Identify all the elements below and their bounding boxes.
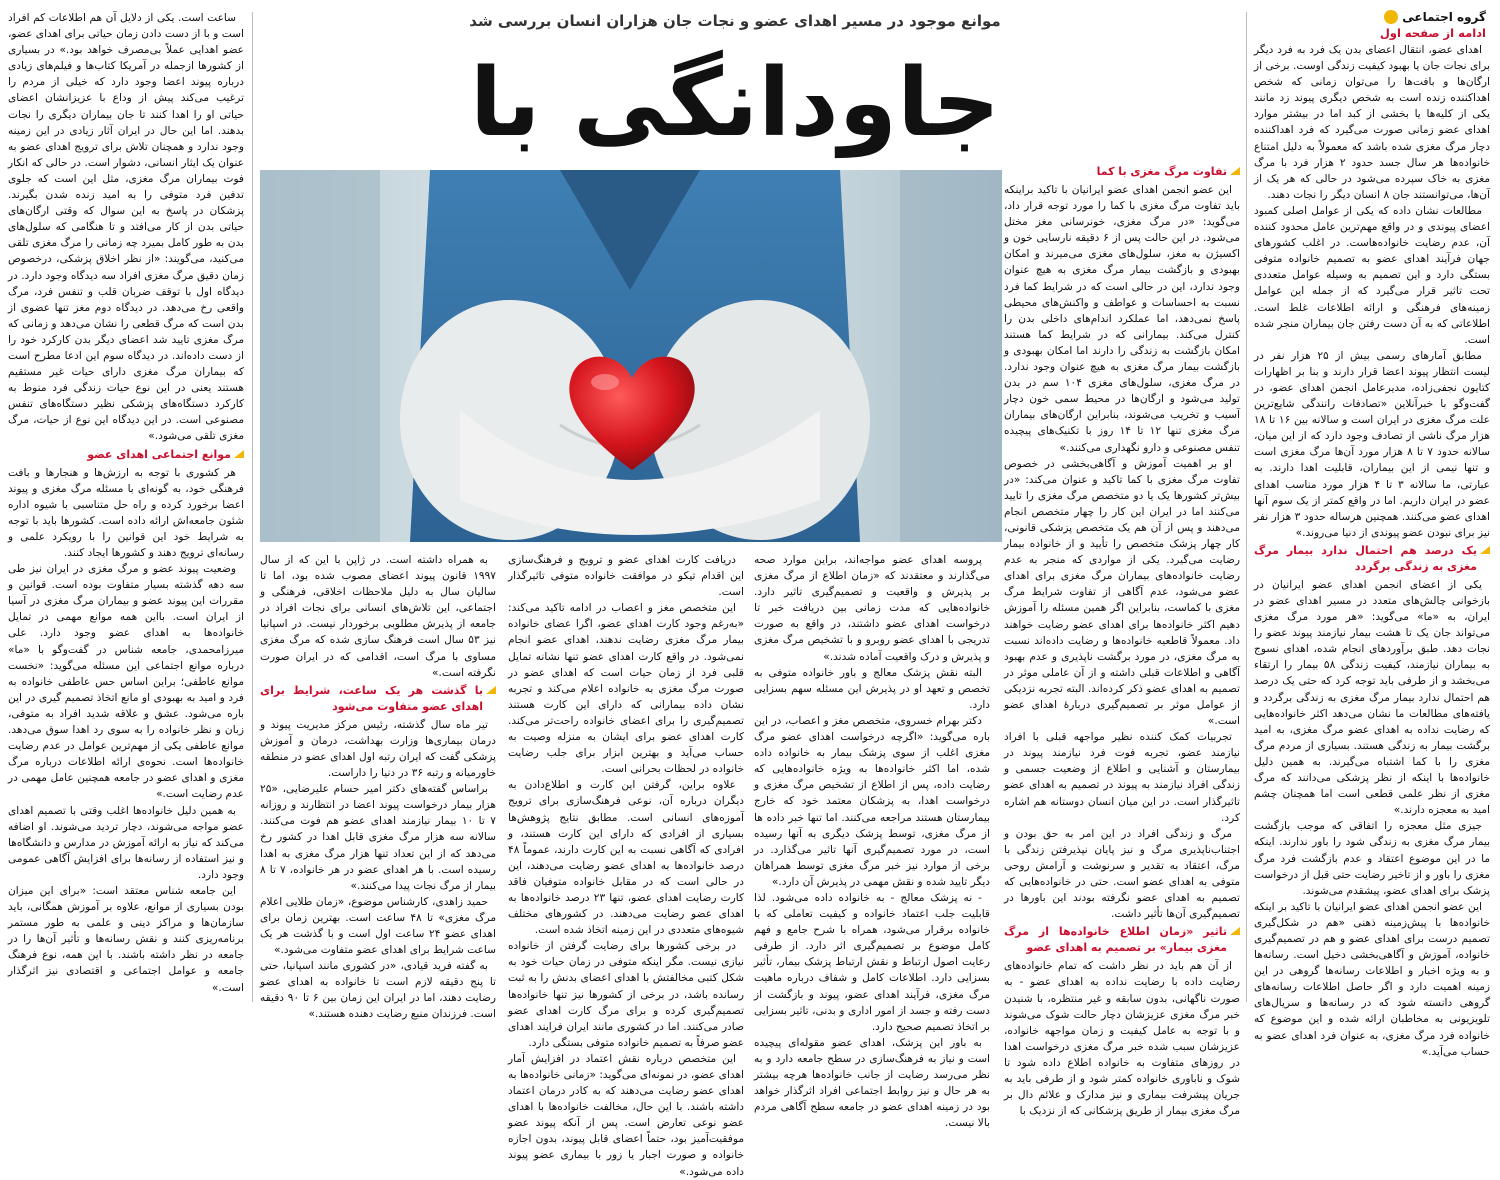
col3-paragraph: به باور این پزشک، اهدای عضو مقوله‌ای پیچیده است و نیاز به فرهنگ‌سازی در سطح جامعه دارد و به نظر می‌رسد رضایت از جانب خانواده‌ها هرچه بیشتر به هر حال و نیز روابط اجتماعی افراد اثرگذار خواهد بود در زمینه اهدای عضو در جامعه سطح آگاهی مردم بالا نیست. (754, 1036, 990, 1130)
column-3 (754, 552, 990, 1130)
section-marker-icon (1230, 167, 1240, 175)
col5-subheading: با گذشت هر یک ساعت، شرایط برای اهدای عضو متفاوت می‌شود (260, 683, 496, 715)
col3-paragraph: - نه پزشک معالج - به خانواده داده می‌شود. لذا قابلیت جلب اعتماد خانواده و کیفیت تعاملی که با خانواده برقرار می‌شود، همراه با شرح جامع و فهم کامل موضوع بر تصمیم‌گیری اثر دارد. از طرفی رعایت اصول ارتباط و نقش ارتباط پزشک بیمار، تأثیر بسزایی دارد. اطلاعات کامل و شفاف درباره ماهیت مرگ مغزی، فرآیند اهدای عضو، پیوند و بازگشت از دست رفته و جسد از امور اداری و بدنی، تاثیر بسزایی بر اتخاذ تصمیم صحیح دارد. (754, 891, 990, 1033)
col5-paragraph: تیر ماه سال گذشته، رئیس مرکز مدیریت پیوند و درمان بیماری‌ها وزارت بهداشت، درمان و آموزش پزشکی گفت که ایران رتبه اول اهدای عضو در منطقه خاورمیانه و رتبه ۳۶ در دنیا را داراست. (260, 718, 496, 780)
article-kicker: موانع موجود در مسیر اهدای عضو و نجات جان هزاران انسان بررسی شد (469, 12, 1001, 30)
article-headline: جاودانگی با (469, 49, 1001, 158)
section-tag (1384, 10, 1486, 24)
col4-paragraph: این متخصص مغز و اعصاب در ادامه تاکید می‌کند: «به‌رغم وجود کارت اهدای عضو، اگرا عضای خانواده بیمار مرگ مغزی رضایت ندهند، اهدای عضو انجام نمی‌شود. در واقع کارت اهدای عضو تنها نشانه تمایل قلبی فرد از زمان حیات است که اهدای عضو در صورت مرگ مغزی به خانواده اعلام می‌کند و تجربه نشان داده بیمارانی که دارای این کارت هستند تصمیم‌گیری را برای اعضای خانواده راحت‌تر می‌کند. کارت اهدای عضو برای ایشان به منزله وصیت به حساب می‌آید و بهترین ابزار برای جلب رضایت خانواده در لحظات بحرانی است. (508, 602, 744, 776)
col4-paragraph: این متخصص درباره نقش اعتماد در افزایش آمار اهدای عضو، در نمونه‌ای می‌گوید: «زمانی خانواده‌ها به اهدای عضو رضایت می‌دهند که به کادر درمان اعتماد داشته باشند. با این حال، مخالفت خانواده‌ها با اهدای عضو نوعی تعارض است. پس از آنکه پیوند عضو موفقیت‌آمیز بود، حتماً اعضای قابل پیوند، بدون اجازه خانواده و صورت اجبار یا زور با بیماری عضو پیوند داده می‌شود.» (508, 1052, 744, 1178)
section-marker-icon (1230, 927, 1240, 935)
col6-subheading: موانع اجتماعی اهدای عضو (8, 447, 244, 463)
column-4 (508, 552, 745, 1178)
section-label: گروه اجتماعی (1402, 10, 1486, 24)
col1-paragraph: یکی از اعضای انجمن اهدای عضو ایرانیان در بازخوانی چالش‌های متعدد در مسیر اهدای عضو در ایران، به «ما» می‌گوید: «هر مورد مرگ مغزی می‌تواند جان یک تا هشت بیمار نیازمند پیوند عضو را نجات دهد. طبق برآوردهای انجام شده، اهدای نسوج به بیماران نیازمند، کیفیت زندگی ۵۸ بیمار را ارتقاء می‌بخشد و از طرفی باید توجه کرد که حتی یک درصد هم احتمال ندارد بیمار مرگ مغزی به زندگی برگردد و یافته‌های مطالعات ما نشان می‌دهد اکثر خانواده‌هایی که رضایت نداده به اهدای عضو مرگ مغزی، به امید برگشت بیمار به زندگی هستند. بسیاری از مردم مرگ مغزی را با کما اشتباه می‌گیرند. به همین دلیل خانواده‌ها با اینکه از نظر پزشکی می‌دانند که مرگ مغزی از نظر علمی قطعی است اما همچنان چشم امید به معجزه دارند.» (1254, 578, 1490, 817)
continued-note: ادامه از صفحه اول (1379, 26, 1486, 40)
col2-paragraph: از آن هم باید در نظر داشت که تمام خانواده‌های رضایت داده با رضایت نداده به اهدای عضو - به صورت ناگهانی، بدون سابقه و غیر منتظره، با شنیدن خبر مرگ مغزی عزیزشان دچار حالت شوک می‌شوند و با توجه به عامل کیفیت و زمان مواجهه خانواده، عزیزشان سبب شده خبر مرگ مغزی درخواست اهدا در روزهای متفاوت به خانواده اطلاع داده شود تا شوک و ناباوری خانواده کمتر شود و از طرفی باید به جریان پیشرفت بیماری و نیز مدارک و علائم دال بر مرگ مغزی بیمار از طریق پزشکانی که از نزدیک با (1004, 960, 1240, 1118)
col5-paragraph: براساس گفته‌های دکتر امیر حسام علیرضایی، «۲۵ هزار بیمار درخواست پیوند اعضا در انتظارند و روزانه ۷ تا ۱۰ بیمار نیازمند اهدای عضو هم فوت می‌کنند. سالانه سه هزار مرگ مغزی قابل اهدا در کشور رخ می‌دهد که از این تعداد تنها هزار مرگ مغزی به اهدا رسیده است. با هر اهدای عضو در هر خانواده، ۷ تا ۸ بیمار از مرگ نجات پیدا می‌کنند.» (260, 783, 496, 892)
col5-paragraph: حمید زاهدی، کارشناس موضوع، «زمان طلایی اعلام مرگ مغزی» تا ۴۸ ساعت است. بهترین زمان برای اهدای عضو ۲۴ ساعت اول است و با گذشت هر یک ساعت شرایط برای اهدای عضو متفاوت می‌شود.» (260, 895, 497, 957)
col3-paragraph: دکتر بهرام خسروی، متخصص مغز و اعصاب، در این باره می‌گوید: «اگرچه درخواست اهدای عضو مرگ مغزی اغلب از سوی پزشک بیمار به خانواده داده شده، اما اکثر خانواده‌ها به ویژه خانواده‌هایی که رضایت داده، پس از اطلاع از تشخیص مرگ مغزی و درخواست اهدا، به پزشکان معتمد خود که خارج بیمارستان هستند مراجعه می‌کنند. اما تنها خبر داده ها از مرگ مغزی، توسط پزشک دیگری به آنها رسیده است، در مورد تصمیم‌گیری آنها تاثیر می‌گذارد. در برخی از موارد نیز خبر مرگ مغزی توسط همراهان دیگر تایید شده و نقش مهمی در پذیرش آن دارد.» (754, 714, 990, 888)
col1-paragraph: مطابق آمارهای رسمی بیش از ۲۵ هزار نفر در لیست انتظار پیوند اعضا قرار دارند و بنا بر اظهارات کتایون نجفی‌زاده، مدیرعامل انجمن اهدای عضو، در گفت‌وگو با خبرآنلاین «تصادفات رانندگی شایع‌ترین علت مرگ مغزی در ایران است و سالانه بین ۱۶ تا ۱۸ هزار مرگ ناشی از تصادف وجود دارد که از این میان، سالانه حدود ۷ تا ۸ هزار مورد آن‌ها مرگ مغزی است و تنها نیمی از این بیماران، قابلیت اهدا دارند. به عبارتی، ما سالانه ۳ تا ۴ هزار مورد مناسب اهدای عضو در ایران داریم. اما در واقع کمتر از یک سوم آنها اهدای عضو می‌کنند. همچنین هرساله حدود ۳ هزار نفر نیز برای نبودن عضو پیوندی از دنیا می‌روند.» (1254, 349, 1490, 539)
column-5 (260, 552, 497, 1021)
hands-heart-illustration (260, 170, 1002, 542)
col6-paragraph: این جامعه شناس معتقد است: «برای این میزان بودن بسیاری از موانع، علاوه بر آموزش همگانی، باید سازمان‌ها و مراکز دینی و علمی به طور مستمر برنامه‌ریزی کنند و نقش رسانه‌ها و تأثیر آن‌ها را در جامعه در نظر داشته باشند. با این همه، نوع فرهنگ جامعه و عوامل اجتماعی و اقتصادی نیز اثرگذار است.» (8, 884, 244, 994)
col1-subheading: یک درصد هم احتمال ندارد بیمار مرگ مغزی به زندگی برگردد (1254, 543, 1490, 575)
article-photo (260, 170, 1002, 542)
col1-paragraph: جیزی مثل معجزه را اتفاقی که موجب بازگشت بیمار مرگ مغزی به زندگی شود را باور ندارند. اینکه ما در این موضوع اعتقاد و عدم بازگشت فرد مرگ مغزی را باور و از تاخیر رضایت حتی قبل از درخواست پزشک برای اهدای عضو، پیشقدم می‌شوند. (1254, 820, 1490, 897)
col1-paragraph: اهدای عضو، انتقال اعضای بدن یک فرد به فرد دیگر برای نجات جان یا بهبود کیفیت زندگی اوست. برخی از ارگان‌ها و بافت‌ها را می‌توان زمانی که شخص اهداکننده زنده است به شخص دیگری پیوند زد مانند یکی از کلیه‌ها یا بخشی از کبد اما در بیشتر موارد اهدای عضو زمانی صورت می‌گیرد که فرد اهداکننده دچار مرگ مغزی شده باشد که معمولاً به دلیل امتناع خانواده‌ها هر سال جسد حدود ۲ هزار فرد با مرگ مغزی به خاک سپرده می‌شود در حالی که هر یک از آن‌ها، می‌توانستند جان ۸ انسان دیگر را نجات دهند. (1254, 44, 1491, 201)
col5-paragraph: به گفته فرید قیادی، «در کشوری مانند اسپانیا، حتی تا پنج دقیقه لازم است تا خانواده به اهدای عضو رضایت دهند، اما در ایران این زمان بین ۶ تا ۹۰ دقیقه است. فرزندان منبع رضایت دهنده هستند.» (260, 960, 497, 1021)
col5-paragraph: به همراه داشته است. در ژاپن با این که از سال ۱۹۹۷ قانون پیوند اعضای مصوب شده بود، اما تا سالیان سال به دلیل ملاحظات اخلاقی، فرهنگی و اجتماعی، این تلاش‌های انسانی برای نجات افراد در جامعه از پذیرش مطلوبی برخوردار نیست. در اسپانیا نیز ۵۳ سال است فرهنگ سازی شده که مرگ مغزی مساوی با مرگ است، اقدامی که در ایران صورت نگرفته است.» (260, 554, 496, 679)
col4-paragraph: در برخی کشورها برای رضایت گرفتن از خانواده نیازی نیست. مگر اینکه متوفی در زمان حیات خود به شکل کتبی مخالفتش با اهدای اعضای بدنش را به ثبت رسانده باشد، در برخی از کشورها نیز تنها خانواده‌ها تصمیم‌گیری کرده و برای مرگ کارت اهدای عضو صادر می‌کنند. اما در کشوری مانند ایران فرایند اهدای عضو صرفاً به تصمیم خانواده متوفی بستگی دارد. (508, 940, 744, 1049)
col2-paragraph: این عضو انجمن اهدای عضو ایرانیان با تاکید براینکه باید تفاوت مرگ مغزی با کما را مورد توجه قرار داد، می‌گوید: «در مرگ مغزی، خونرسانی مغز مختل می‌شود. در این حالت پس از ۶ دقیقه نارسایی خون و اکسیژن به مغز، سلول‌های مغزی می‌میرند و امکان بهبودی و بازگشت بیمار مرگ مغزی به هیچ عنوان وجود ندارد، این در حالی است که در شرایط کما فرد نسبت به احساسات و عواطف و واکنش‌های محیطی پاسخ نمی‌دهد، اما عملکرد اندام‌های داخلی بدن را کنترل می‌کند. بیمارانی که در شرایط کما هستند امکان بازگشت به زندگی را دارند اما امکان بهبودی و بازگشت بیمار مرگ مغزی به هیچ عنوان وجود ندارد. در مرگ مغزی، سلول‌های مغزی ۱۰۴ سم در بدن تولید می‌شود و ارگان‌ها در محیط سمی خون دچار آسیب و تخریب می‌شوند، بنابراین ارگان‌های بیماران مرگ مغزی تنها ۱۲ تا ۱۴ روز با تکنیک‌های پیچیده تنفس مصنوعی و دارو نگهداری می‌کنند.» (1004, 184, 1240, 454)
column-divider (1246, 12, 1247, 1002)
col4-paragraph: دریافت کارت اهدای عضو و ترویج و فرهنگ‌سازی این اقدام تیکو در موافقت خانواده متوفی تاثیرگذار است. (508, 554, 744, 599)
section-marker-icon (1480, 546, 1490, 554)
column-1 (1254, 42, 1491, 1058)
col6-paragraph: به همین دلیل خانواده‌ها اغلب وقتی با تصمیم اهدای عضو مواجه می‌شوند، دچار تردید می‌شوند. او اضافه می‌کند که نیاز به ارائه آموزش در مدارس و دانشگاه‌ها و نیز استفاده از رسانه‌ها برای افزایش آگاهی عمومی وجود دارد. (8, 804, 244, 881)
col2-paragraph: او بر اهمیت آموزش و آگاهی‌بخشی در خصوص تفاوت مرگ مغزی با کما تاکید و عنوان می‌کند: «در بیش‌تر کشورها یک یا دو متخصص مرگ مغزی را تایید می‌کنند اما در ایران این کار را چهار متخصص انجام می‌دهند و پس از آن هم یک متخصص پزشکی قانونی، کار چهار پزشک متخصص را تأیید و از خانواده بیمار رضایت می‌گیرد. یکی از مواردی که منجر به عدم رضایت خانواده‌های بیماران مرگ مغزی برای اهدای عضو می‌شود، عدم آگاهی از تفاوت شرایط مرگ مغزی با کماست، بنابراین اگر همین مسئله را آموزش دهیم اکثر خانواده‌ها برای اهدای عضو رضایت خواهند داد. معمولاً قاطعیه خانواده‌ها و رضایت داده‌اند نسبت به مرگ مغزی، در مورد برگشت ناپذیری و عدم بهبود آگاهی و اطلاعات قبلی داشته و از آن عاملی موثر در تصمیم به اهدای عضو ذکر کرده‌اند. البته تجربه نزدیکی از عوامل موثر بر تصمیم‌گیری دربارهٔ اهدای عضو است.» (1004, 457, 1240, 728)
section-marker-icon (234, 450, 244, 458)
column-6 (8, 10, 244, 1002)
col6-paragraph: هر کشوری با توجه به ارزش‌ها و هنجارها و بافت فرهنگی خود، به گونه‌ای با مسئله مرگ مغزی و پیوند اعضا برخورد کرده و راه حل متناسبی با شیوه اداره شئون جامعه‌اش ارائه داده است. کشورها باید با توجه به شرایط خود این قوانین را با رویکرد علمی و رسانه‌ای ترویج دهند و کشورها ایجاد کنند. (8, 466, 244, 559)
column-2 (1004, 162, 1240, 1118)
col6-paragraph: وضعیت پیوند عضو و مرگ مغزی در ایران نیز طی سه دهه گذشته بسیار متفاوت بوده است. قوانین و مقررات این پیوند عضو و بیماران مرگ مغزی در آسیا از ایران است. بااین همه موانع مهمی در تمایل خانواده‌ها به اهدای عضو وجود دارد. علی میرزامحمدی، جامعه شناس در گفت‌وگو با «ما» درباره موانع اجتماعی این مسئله می‌گوید: «نخست موانع عاطفی؛ براین اساس حس عاطفی خانواده به فرد و امید به بهبودی او مانع اتخاذ تصمیم گیری در این باره می‌شود. عشق و علاقه شدید افراد به متوفی، زبان و نظر خانواده را به سوی رد اهدا سوق می‌دهد. موانع عاطفی یکی از مهم‌ترین عوامل در عدم رضایت خانواده‌ها است. نحوه‌ی ارائه اطلاعات درباره مرگ مغزی و اهدای عضو در جامعه همچنین عامل مهمی در عدم رضایت است.» (8, 563, 244, 801)
col1-paragraph: مطالعات نشان داده که یکی از عوامل اصلی کمبود اعضای پیوندی و در واقع مهم‌ترین عامل محدود کننده آن، عدم رضایت خانواده‌هاست. در اغلب کشورهای جهان فرآیند اهدای عضو به تصمیم خانواده متوفی بستگی دارد و این تصمیم به وسیله عوامل متعددی تحت تاثیر قرار می‌گیرد که از جمله این عوامل زمینه‌های فرهنگی و ارائه اطلاعات غلط است. اطلاعاتی که به آن دست رفتن جان بیماران منجر شده است. (1254, 204, 1490, 346)
column-divider (252, 12, 253, 1002)
col4-paragraph: علاوه براین، گرفتن این کارت و اطلاع‌دادن به دیگران درباره آن، نوعی فرهنگ‌سازی برای ترویج آموزه‌های انسانی است. مطابق نتایج پژوهش‌ها بسیاری از افرادی که دارای این کارت هستند، و افرادی که آگاهی نسبت به این کارت دارند، عموماً ۴۸ درصد خانواده‌ها به اهدای عضو رضایت می‌دهند، این در حالی است که در مقابل خانواده متوفیان فاقد کارت رضایت اهدای عضو، تنها ۲۳ درصد خانواده‌ها به اهدای عضو رضایت می‌دهند. در کشورهای مختلف شیوه‌های متعددی در این زمینه اتخاذ شده است. (508, 779, 745, 937)
col1-paragraph: این عضو انجمن اهدای عضو ایرانیان با تاکید بر اینکه خانواده‌ها با پیش‌زمینه ذهنی «هم در شکل‌گیری تصمیم درست برای اهدای عضو و هم در تصمیم‌گیری خانواده، آموزش و آگاهی‌بخشی دخیل است. رسانه‌ها و به ویژه اخبار و اطلاعات رسانه‌ها گروهی در این زمینه اهمیت دارد و اگر حاصل اطلاعات رسانه‌های گروهی دانسته شود که در رسانه‌ها و سریال‌های تلویزیونی به مخاطبان ارائه شده و این موضوع که خانواده فرد مرگ مغزی، به عنوان فرد اهدای عضو به حساب می‌آید.» (1254, 900, 1490, 1058)
section-marker-icon (486, 686, 496, 694)
col2-subheading: تاثیر «زمان اطلاع خانواده‌ها از مرگ مغزی بیمار» بر تصمیم به اهدای عضو (1004, 924, 1240, 956)
col2-subheading: تفاوت مرگ مغزی با کما (1004, 164, 1240, 180)
col3-paragraph: پروسه اهدای عضو مواجه‌اند، براین موارد صحه می‌گذارند و معتقدند که «زمان اطلاع از مرگ مغزی بر پذیرش و واقعیت و تصمیم‌گیری تاثیر دارد. خانواده‌هایی که مدت زمانی بین دریافت خبر تا درخواست اهدای عضو داشتند، در واقع به صورت تدریجی با اهدای عضو روبرو و با تشخیص مرگ مغزی و پذیرش و درک واقعیت آماده شدند.» (754, 554, 990, 663)
col2-paragraph: مرگ و زندگی افراد در این امر به حق بودن و اجتناب‌ناپذیری مرگ و نیز پایان نپذیرفتن زندگی با مرگ، اعتقاد به تقدیر و سرنوشت و آرامش روحی متوفی به اهدای عضو است. حتی در خانواده‌هایی که تصمیم به اهدای عضو نگرفته بودند این باورها در تصمیم‌گیری آن‌ها تأثیر داشت. (1004, 827, 1240, 921)
col6-paragraph: ساعت است. یکی از دلایل آن هم اطلاعات کم افراد است و با از دست دادن زمان حیاتی برای اهدای عضو، عضو اهدایی عملاً بی‌مصرف خواهد بود.» در بسیاری از کشورها ازجمله در آمریکا کتاب‌ها و فیلم‌های زیادی درباره پیوند اعضا وجود دارد که خیلی از مردم را ترغیب می‌کند پیش از وداع با عزیزانشان اعضای حیاتی او را اهدا کنند تا جان بیماران دیگری را نجات بدهند. اما این حال در ایران آثار زیادی در این زمینه وجود ندارد و همچنان تلاش برای ترویج اهدای عضو به عنوان یک ایثار انسانی، دشوار است. در حالی که انکار فوت بیماران مرگ مغزی، مثل این است که جلوی تدفین فرد متوفی را به امید زنده شدن بگیرند. پزشکان در پاسخ به این سوال که وقتی ارگان‌های حیاتی بدن از کار می‌افتد و تا هنگامی که سلول‌های بدن به طور کامل بمیرد چه زمانی را مرگ مغزی تلقی می‌کنید، می‌گویند: «از نظر اخلاق پزشکی، درخصوص زمان دقیق مرگ مغزی افراد سه دیدگاه وجود دارد. در دیدگاه اول با توقف ضربان قلب و تنفس فرد، مرگ واقعی رخ می‌دهد. در دیدگاه دوم مغز تنها عضوی از بدن است که مرگ قطعی را نشان می‌دهد و زمانی که مرگ مغزی تایید شد اعضای دیگر بدن کارکرد خود را از دست داده‌اند. در دیدگاه سوم این ادعا مطرح است که بیماران مرگ مغزی دارای حیات غیر مستقیم هستند یعنی در این نوع حیات زندگی فرد منوط به کارکرد دستگاه‌های پزشکی نظیر دستگاه‌های تنفس مصنوعی است. در این دیدگاه این نوع از حیات، مرگ مغزی تلقی می‌شود.» (8, 12, 244, 443)
col3-paragraph: البته نقش پزشک معالج و باور خانواده متوفی به تخصص و تعهد او در پذیرش این مسئله سهم بسزایی دارد. (754, 666, 990, 711)
col2-paragraph: تجربیات کمک کننده نظیر مواجهه قبلی با افراد نیازمند عضو، تجربه فوت فرد نیازمند پیوند در بیمارستان و آشنایی و اطلاع از وضعیت جسمی و زندگی افراد نیازمند به پیوند در تصمیم به اهدای عضو تاثیرگذار است. در این میان انسان دوستانه هم اشاره کرد. (1004, 731, 1240, 824)
section-logo-icon (1384, 10, 1398, 24)
